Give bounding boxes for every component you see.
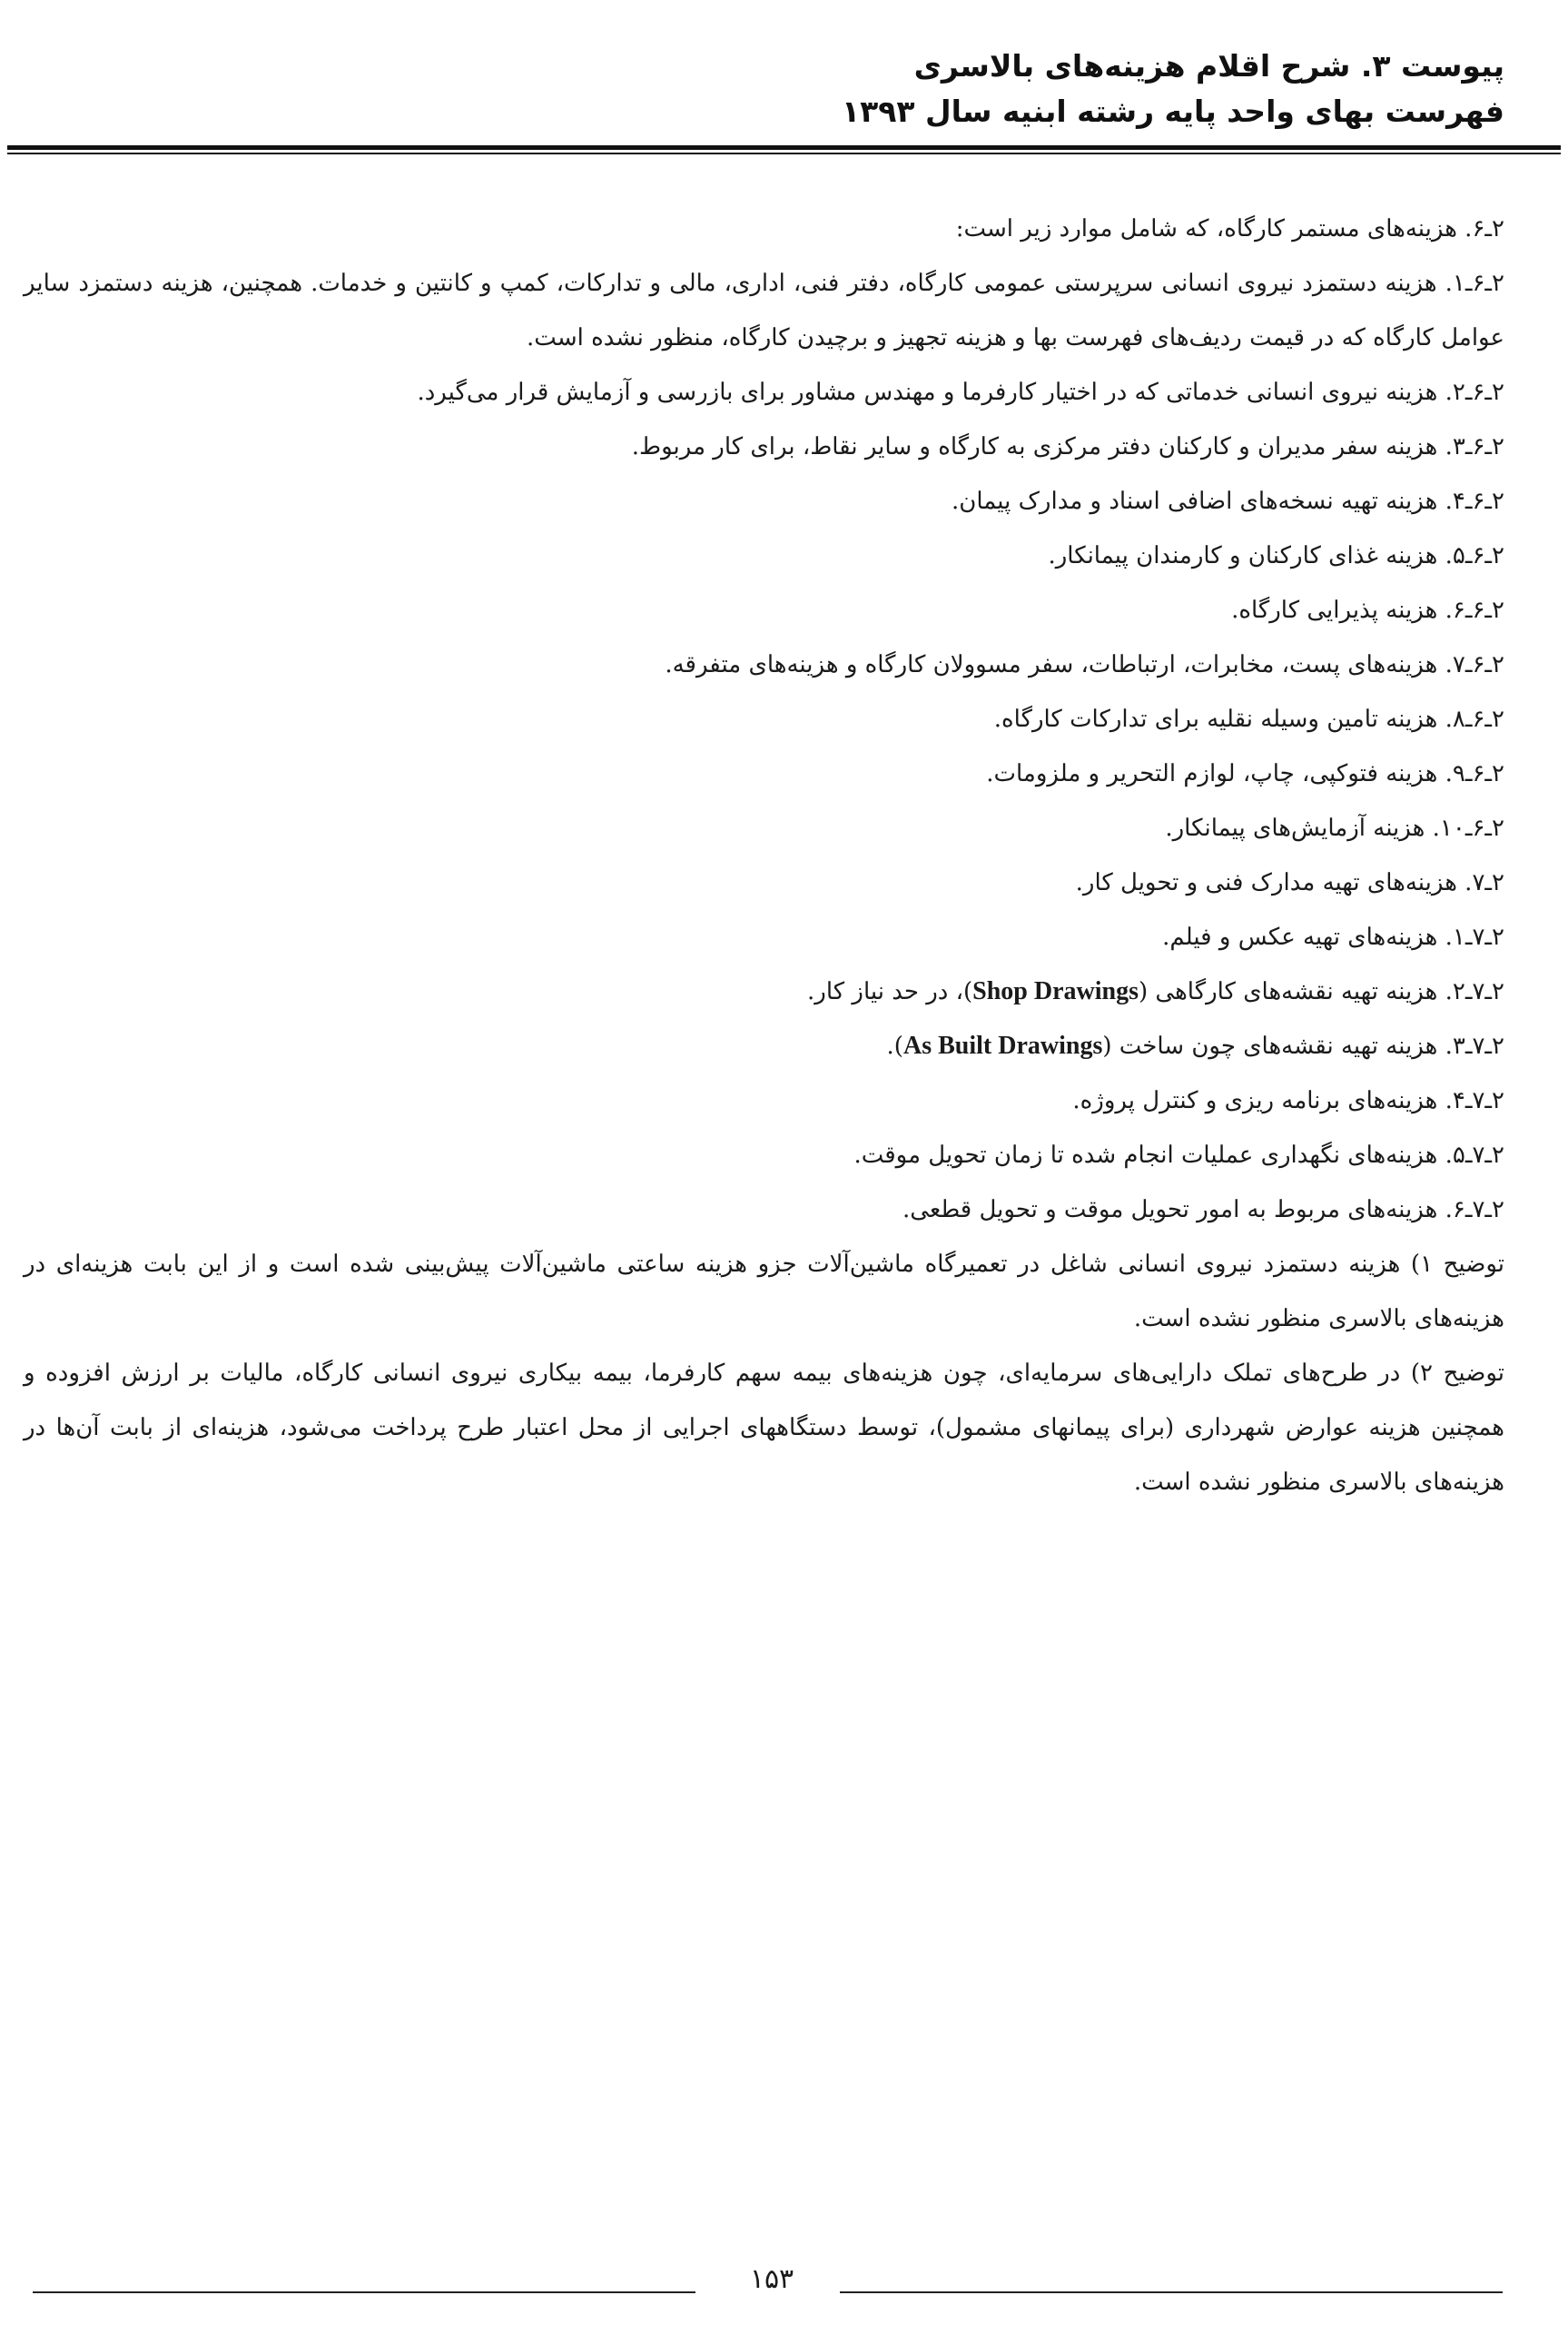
paragraph-2-6-4: ۲ـ۶ـ۴. هزینه تهیه نسخه‌های اضافی اسناد و مدارک پیمان.	[951, 488, 1504, 515]
paragraph-2-7-5: ۲ـ۷ـ۵. هزینه‌های نگهداری عملیات انجام شده تا زمان تحویل موقت.	[853, 1142, 1504, 1169]
header-title: پیوست ۳. شرح اقلام هزینه‌های بالاسری	[913, 48, 1504, 84]
paragraph-2-7-2-tail: )، در حد نیاز کار.	[807, 978, 973, 1005]
header-rule-thick	[7, 145, 1561, 150]
footer-rule-left	[33, 2291, 695, 2293]
paragraph-2-7-2-text: ۲ـ۷ـ۲. هزینه تهیه نقشه‌های کارگاهی (	[1138, 978, 1504, 1005]
paragraph-2-6-10: ۲ـ۶ـ۱۰. هزینه آزمایش‌های پیمانکار.	[1165, 815, 1504, 842]
paragraph-2-6-6: ۲ـ۶ـ۶. هزینه پذیرایی کارگاه.	[1231, 597, 1504, 624]
page-header	[233, 44, 1504, 134]
footer-rule-right	[840, 2291, 1503, 2293]
paragraph-2-6-7: ۲ـ۶ـ۷. هزینه‌های پست، مخابرات، ارتباطات، سفر مسوولان کارگاه و هزینه‌های متفرقه.	[665, 651, 1504, 678]
section-heading-2-6: ۲ـ۶. هزینه‌های مستمر کارگاه، که شامل موارد زیر است:	[955, 215, 1504, 242]
section-heading-2-7: ۲ـ۷. هزینه‌های تهیه مدارک فنی و تحویل کار.	[1075, 869, 1504, 896]
paragraph-2-7-1: ۲ـ۷ـ۱. هزینه‌های تهیه عکس و فیلم.	[1162, 924, 1504, 951]
header-rule-thin	[7, 153, 1561, 154]
page-number: ۱۵۳	[749, 2263, 794, 2295]
paragraph-2-7-3	[24, 1019, 1504, 1073]
body-content	[24, 202, 1504, 1509]
paragraph-2-7-4: ۲ـ۷ـ۴. هزینه‌های برنامه ریزی و کنترل پروژه.	[1072, 1087, 1504, 1114]
note-1: توضیح ۱) هزینه دستمزد نیروی انسانی شاغل در تعمیرگاه ماشین‌آلات جزو هزینه ساعتی ماشین‌آلات پیش‌بینی شده است و از این بابت هزینه‌ای در هزینه‌های بالاسری منظور نشده است.	[24, 1251, 1505, 1332]
paragraph-2-7-3-tail: ).	[886, 1033, 903, 1060]
paragraph-2-6-2: ۲ـ۶ـ۲. هزینه نیروی انسانی خدماتی که در اختیار کارفرما و مهندس مشاور برای بازرسی و آزمایش قرار می‌گیرد.	[417, 379, 1504, 406]
as-built-drawings-term: As Built Drawings	[902, 1032, 1103, 1060]
paragraph-2-6-8: ۲ـ۶ـ۸. هزینه تامین وسیله نقلیه برای تدارکات کارگاه.	[993, 706, 1504, 733]
paragraph-2-7-2	[24, 965, 1504, 1019]
paragraph-2-6-3: ۲ـ۶ـ۳. هزینه سفر مدیران و کارکنان دفتر مرکزی به کارگاه و سایر نقاط، برای کار مربوط.	[631, 433, 1504, 460]
paragraph-2-7-3-text: ۲ـ۷ـ۳. هزینه تهیه نقشه‌های چون ساخت (	[1102, 1033, 1504, 1060]
shop-drawings-term: Shop Drawings	[972, 977, 1139, 1005]
paragraph-2-6-1: ۲ـ۶ـ۱. هزینه دستمزد نیروی انسانی سرپرستی عمومی کارگاه، دفتر فنی، اداری، مالی و تدارکات، کمپ و کانتین و خدمات. همچنین، هزینه دستمزد سایر عوامل کارگاه که در قیمت ردیف‌های فهرست بها و هزینه تجهیز و برچیدن کارگاه، منظور نشده است.	[24, 270, 1504, 351]
paragraph-2-6-5: ۲ـ۶ـ۵. هزینه غذای کارکنان و کارمندان پیمانکار.	[1048, 542, 1504, 569]
note-2: توضیح ۲) در طرح‌های تملک دارایی‌های سرمایه‌ای، چون هزینه‌های بیمه سهم کارفرما، بیمه بیکاری نیروی انسانی کارگاه، مالیات بر ارزش افزوده و همچنین هزینه عوارض شهرداری (برای پیمانهای مشمول)، توسط دستگاههای اجرایی از محل اعتبار طرح پرداخت می‌شود، هزینه‌ای از بابت آن‌ها در هزینه‌های بالاسری منظور نشده است.	[24, 1360, 1505, 1496]
paragraph-2-7-6: ۲ـ۷ـ۶. هزینه‌های مربوط به امور تحویل موقت و تحویل قطعی.	[902, 1196, 1504, 1223]
header-subtitle: فهرست بهای واحد پایه رشته ابنیه سال ۱۳۹۳	[841, 94, 1504, 129]
paragraph-2-6-9: ۲ـ۶ـ۹. هزینه فتوکپی، چاپ، لوازم التحریر و ملزومات.	[986, 760, 1504, 787]
